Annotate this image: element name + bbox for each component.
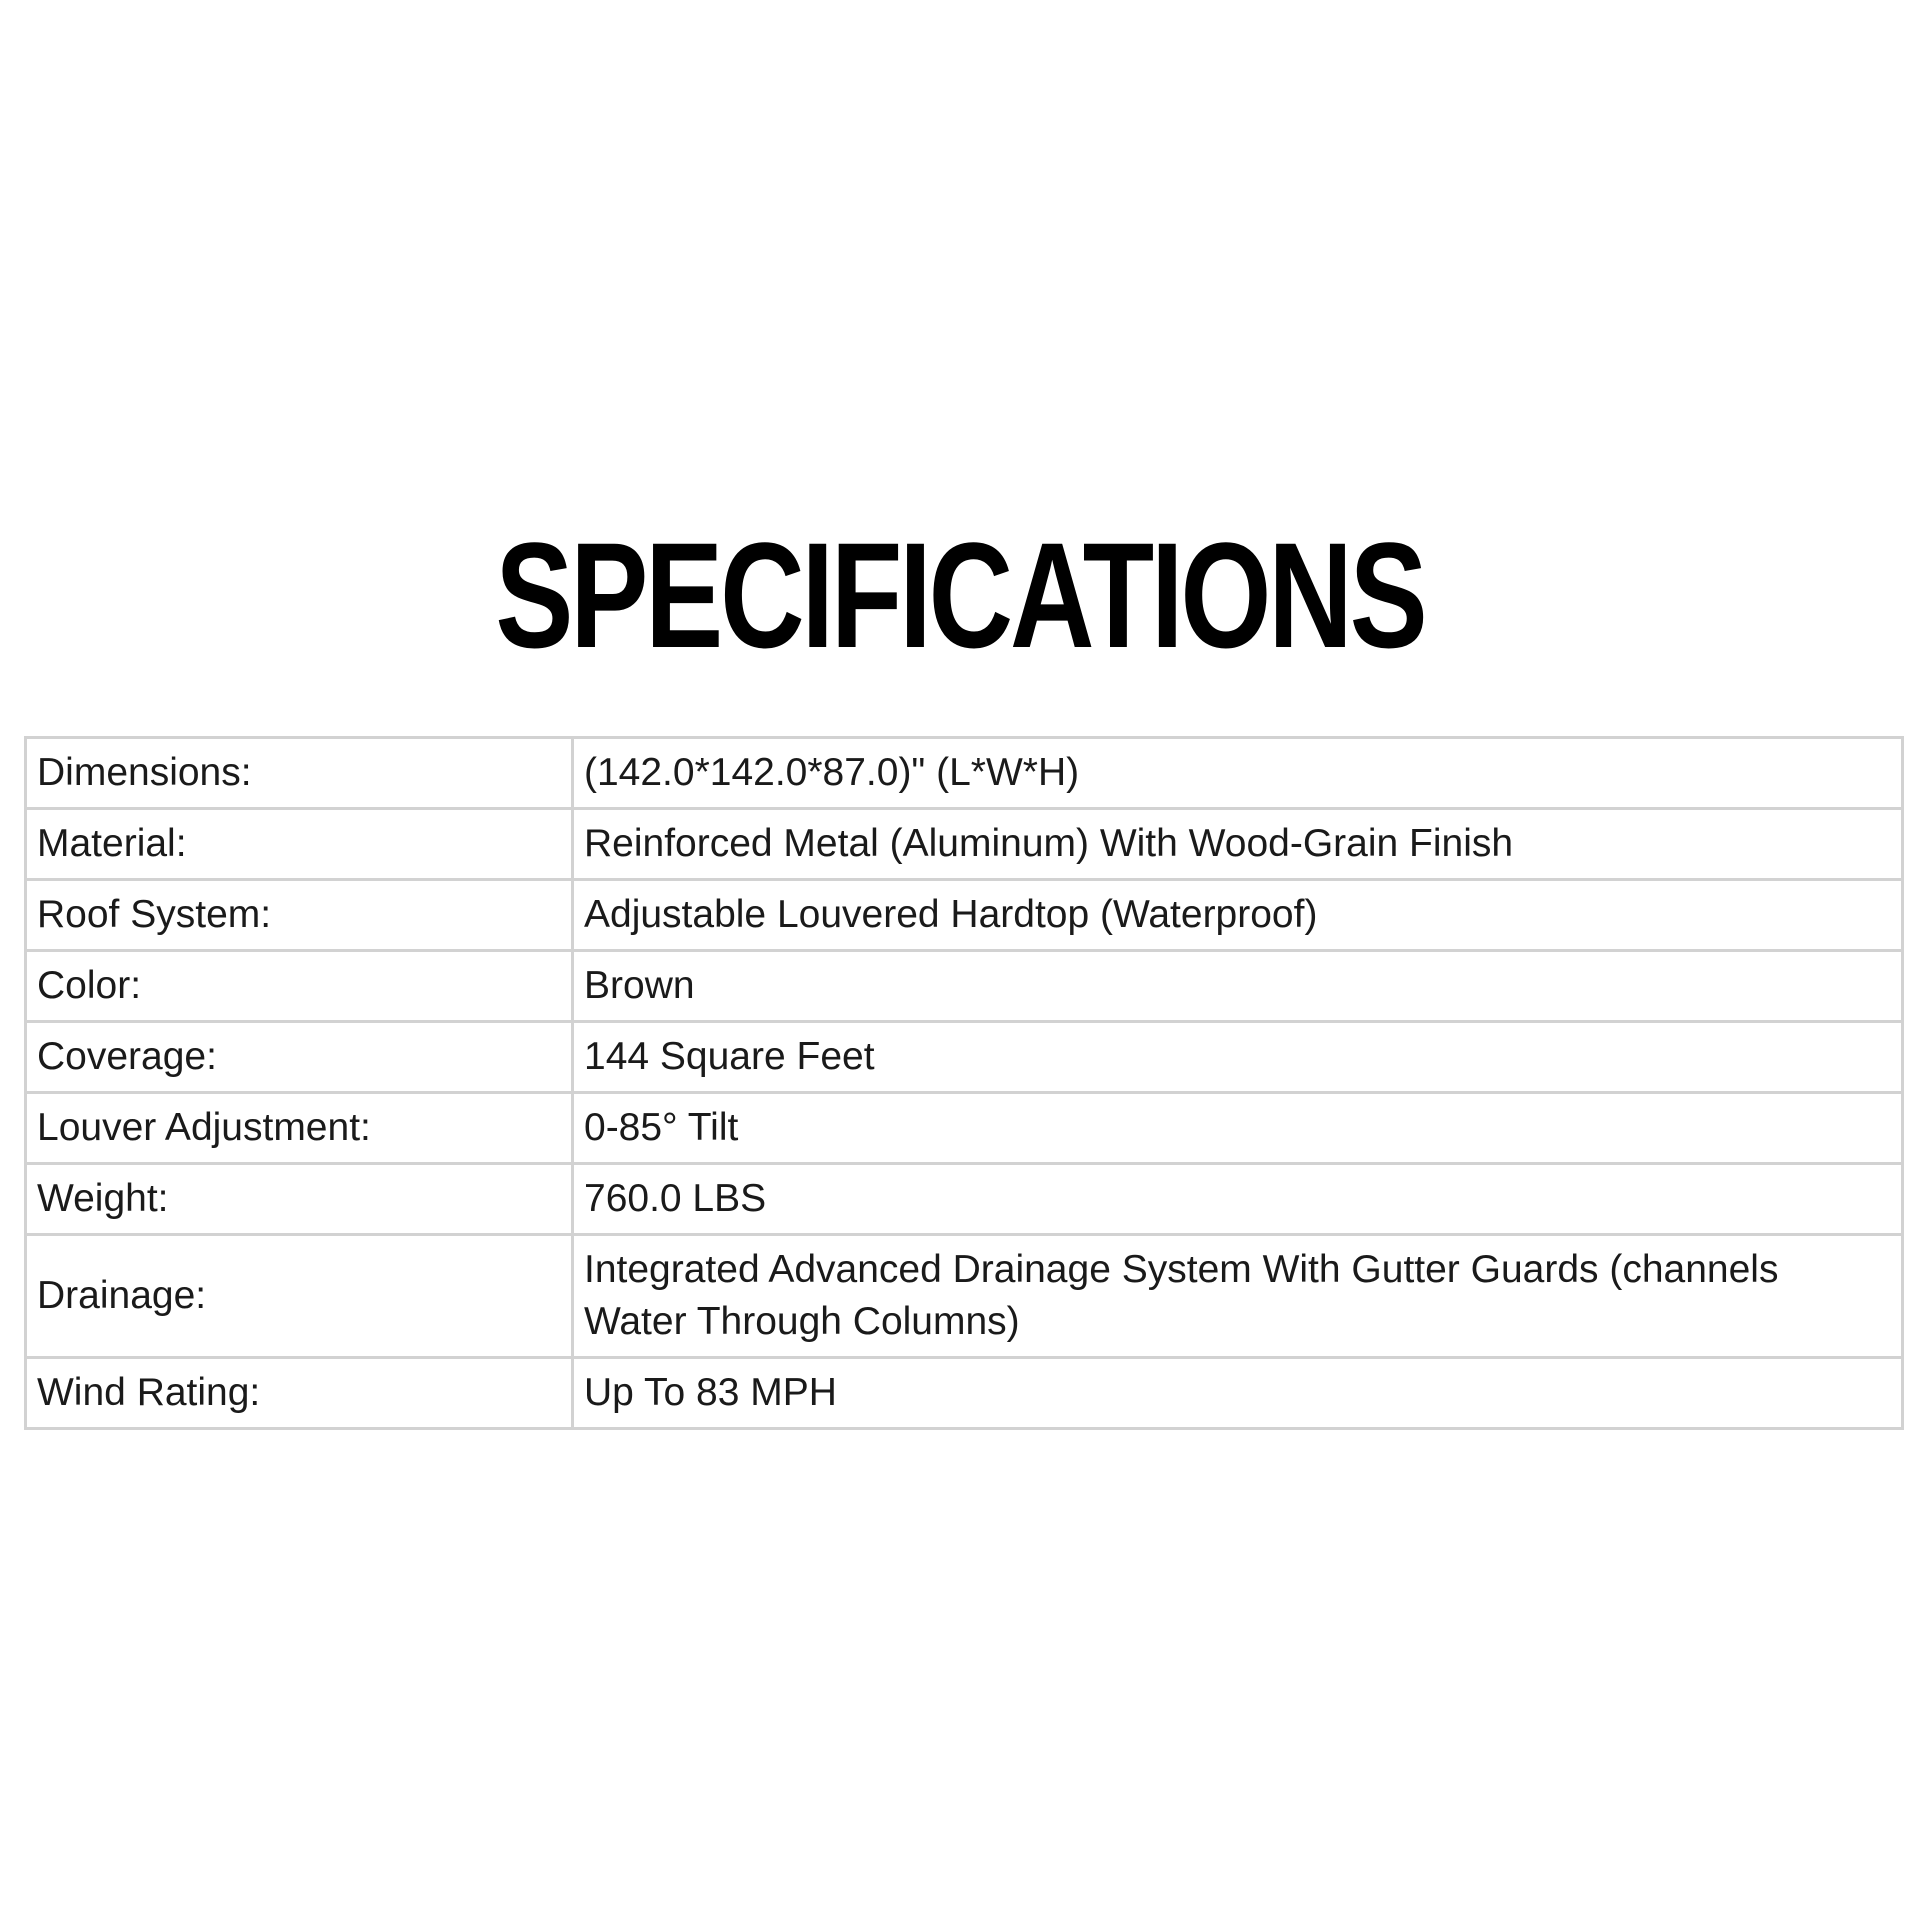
spec-value: Adjustable Louvered Hardtop (Waterproof) bbox=[573, 880, 1903, 951]
table-row bbox=[26, 809, 1903, 880]
spec-value: Brown bbox=[573, 951, 1903, 1022]
spec-value: 144 Square Feet bbox=[573, 1022, 1903, 1093]
spec-label: Material: bbox=[26, 809, 573, 880]
spec-value: Up To 83 MPH bbox=[573, 1358, 1903, 1429]
table-row bbox=[26, 951, 1903, 1022]
spec-value: Reinforced Metal (Aluminum) With Wood-Grain Finish bbox=[573, 809, 1903, 880]
spec-label: Weight: bbox=[26, 1164, 573, 1235]
spec-value: Integrated Advanced Drainage System With Gutter Guards (channels Water Through Columns) bbox=[573, 1235, 1903, 1358]
spec-label: Louver Adjustment: bbox=[26, 1093, 573, 1164]
table-row bbox=[26, 1235, 1903, 1358]
spec-label: Drainage: bbox=[26, 1235, 573, 1358]
spec-value: 0-85° Tilt bbox=[573, 1093, 1903, 1164]
table-row bbox=[26, 880, 1903, 951]
table-row bbox=[26, 1093, 1903, 1164]
table-row bbox=[26, 1358, 1903, 1429]
spec-label: Color: bbox=[26, 951, 573, 1022]
spec-value: 760.0 LBS bbox=[573, 1164, 1903, 1235]
spec-label: Wind Rating: bbox=[26, 1358, 573, 1429]
spec-label: Coverage: bbox=[26, 1022, 573, 1093]
table-row bbox=[26, 1164, 1903, 1235]
spec-value: (142.0*142.0*87.0)" (L*W*H) bbox=[573, 738, 1903, 809]
specifications-table bbox=[24, 736, 1904, 1430]
table-row bbox=[26, 1022, 1903, 1093]
page-title: SPECIFICATIONS bbox=[495, 511, 1425, 679]
table-row bbox=[26, 738, 1903, 809]
spec-label: Roof System: bbox=[26, 880, 573, 951]
spec-label: Dimensions: bbox=[26, 738, 573, 809]
